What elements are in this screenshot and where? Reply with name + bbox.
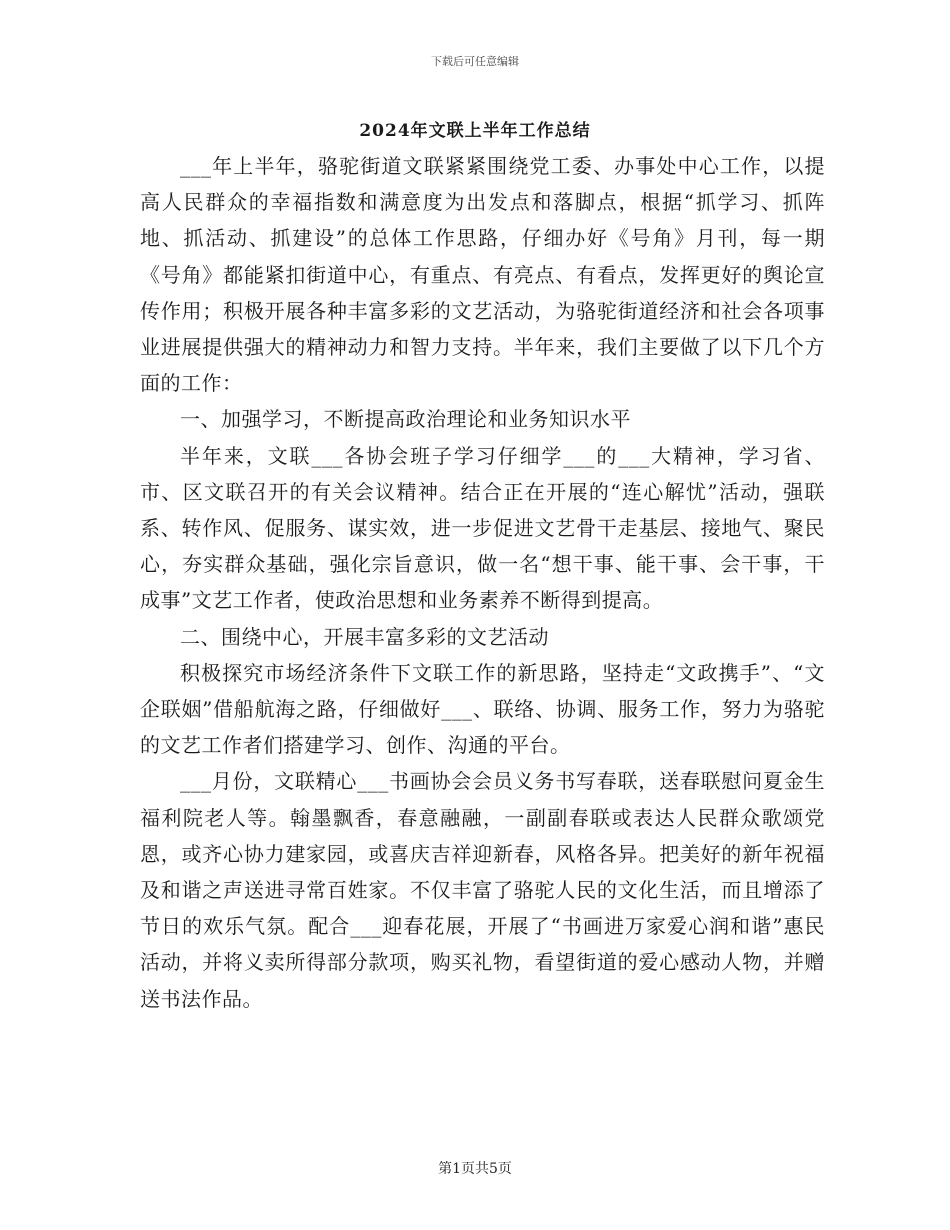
- section-heading-1: 一、加强学习，不断提高政治理论和业务知识水平: [180, 407, 631, 432]
- document-body: [140, 148, 825, 1017]
- header-note: 下载后可任意编辑: [431, 55, 519, 68]
- document-title: 2024年文联上半年工作总结: [359, 121, 591, 141]
- section-1-paragraph: 半年来，文联___各协会班子学习仔细学___的___大精神，学习省、市、区文联召开的有关会议精神。结合正在开展的“连心解忧”活动，强联系、转作风、促服务、谋实效，进一步促进文艺骨干走基层、接地气、聚民心，夯实群众基础，强化宗旨意识，做一名“想干事、能干事、会干事，干成事”文艺工作者，使政治思想和业务素养不断得到提高。: [140, 443, 825, 613]
- page-number: 第1页共5页: [438, 1161, 512, 1177]
- section-2-paragraph-2: ___月份，文联精心___书画协会会员义务书写春联，送春联慰问夏金生福利院老人等。翰墨飘香，春意融融，一副副春联或表达人民群众歌颂党恩，或齐心协力建家园，或喜庆吉祥迎新春，风格各异。把美好的新年祝福及和谐之声送进寻常百姓家。不仅丰富了骆驼人民的文化生活，而且增添了节日的欢乐气氛。配合___迎春花展，开展了“书画进万家爱心润和谐”惠民活动，并将义卖所得部分款项，购买礼物，看望街道的爱心感动人物，并赠送书法作品。: [140, 769, 825, 1011]
- section-2-paragraph-1: 积极探究市场经济条件下文联工作的新思路，坚持走“文政携手”、“文企联姻”借船航海之路，仔细做好___、联络、协调、服务工作，努力为骆驼的文艺工作者们搭建学习、创作、沟通的平台。: [140, 660, 825, 758]
- intro-paragraph: ___年上半年，骆驼街道文联紧紧围绕党工委、办事处中心工作，以提高人民群众的幸福指数和满意度为出发点和落脚点，根据“抓学习、抓阵地、抓活动、抓建设”的总体工作思路，仔细办好《号角》月刊，每一期《号角》都能紧扣街道中心，有重点、有亮点、有看点，发挥更好的舆论宣传作用；积极开展各种丰富多彩的文艺活动，为骆驼街道经济和社会各项事业进展提供强大的精神动力和智力支持。半年来，我们主要做了以下几个方面的工作：: [140, 154, 825, 396]
- section-heading-2: 二、围绕中心，开展丰富多彩的文艺活动: [180, 624, 549, 649]
